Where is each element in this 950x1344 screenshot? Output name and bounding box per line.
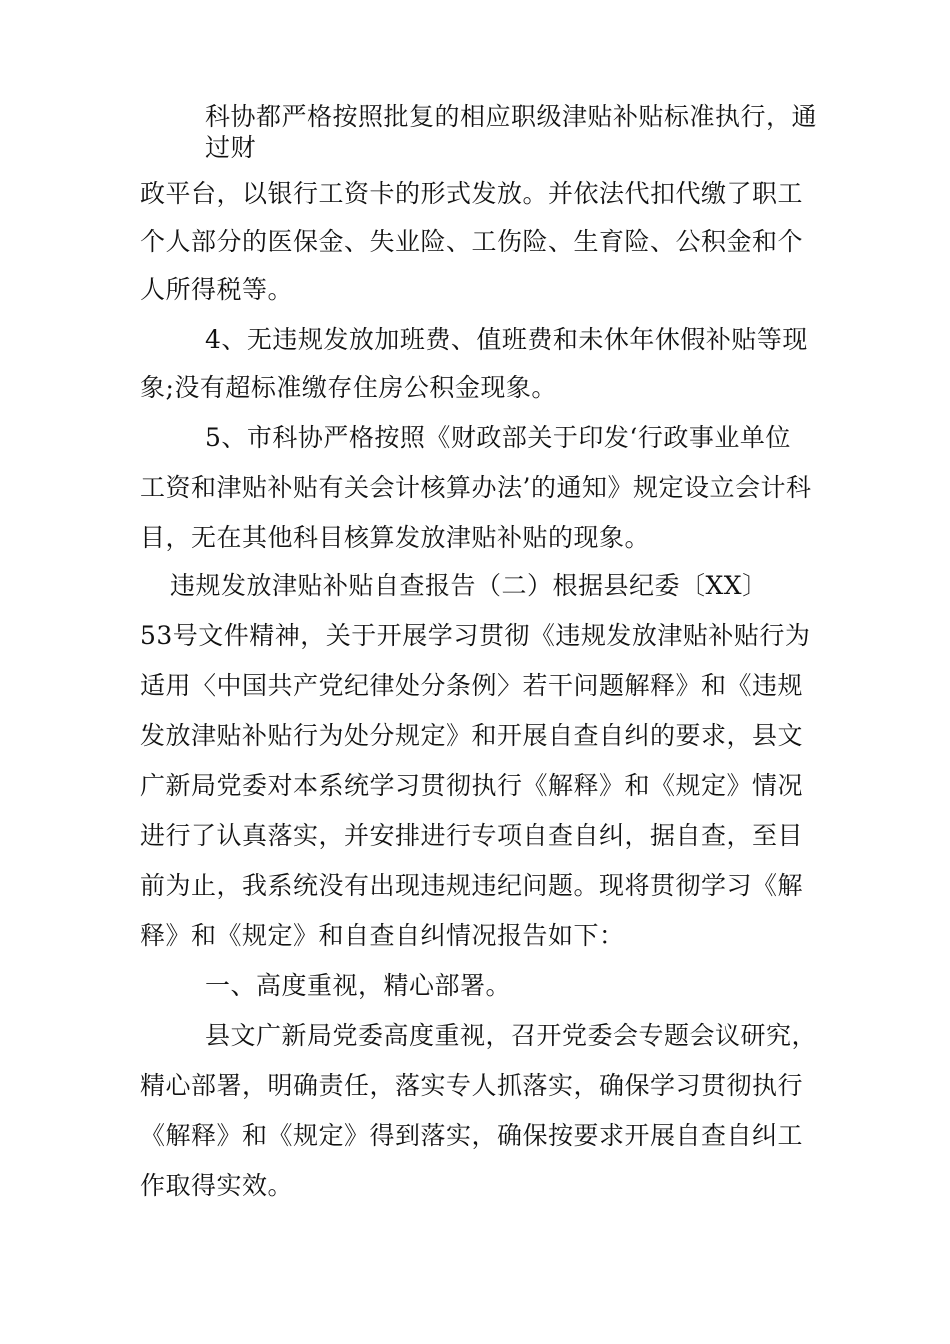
- subheading-line: 一、高度重视，精心部署。: [205, 971, 512, 1000]
- text-line: 人所得税等。: [140, 275, 294, 304]
- text-line: 前为止，我系统没有出现违规违纪问题。现将贯彻学习《解: [140, 871, 804, 900]
- text-line: 4、无违规发放加班费、值班费和未休年休假补贴等现: [205, 325, 808, 354]
- text-line: 5、市科协严格按照《财政部关于印发‘行政事业单位: [205, 423, 791, 452]
- text-line: 科协都严格按照批复的相应职级津贴补贴标准执行，通: [205, 102, 818, 131]
- text-line: 广新局党委对本系统学习贯彻执行《解释》和《规定》情况: [140, 771, 804, 800]
- text-line: 象;没有超标准缴存住房公积金现象。: [140, 373, 557, 402]
- text-line: 作取得实效。: [140, 1171, 294, 1200]
- text-line: 53号文件精神，关于开展学习贯彻《违规发放津贴补贴行为: [140, 621, 811, 650]
- text-line: 目，无在其他科目核算发放津贴补贴的现象。: [140, 523, 651, 552]
- text-line: 工资和津贴补贴有关会计核算办法’的通知》规定设立会计科: [140, 473, 812, 502]
- text-line: 政平台，以银行工资卡的形式发放。并依法代扣代缴了职工: [140, 179, 804, 208]
- text-line: 适用〈中国共产党纪律处分条例〉若干问题解释》和《违规: [140, 671, 804, 700]
- text-line: 精心部署，明确责任，落实专人抓落实，确保学习贯彻执行: [140, 1071, 804, 1100]
- text-line: 个人部分的医保金、失业险、工伤险、生育险、公积金和个: [140, 227, 804, 256]
- section-heading-line: 违规发放津贴补贴自查报告（二）根据县纪委〔XX〕: [170, 571, 768, 600]
- text-line: 《解释》和《规定》得到落实，确保按要求开展自查自纠工: [140, 1121, 804, 1150]
- text-line: 过财: [205, 133, 257, 162]
- text-line: 释》和《规定》和自查自纠情况报告如下：: [140, 921, 625, 950]
- text-line: 进行了认真落实，并安排进行专项自查自纠，据自查，至目: [140, 821, 804, 850]
- text-line: 发放津贴补贴行为处分规定》和开展自查自纠的要求，县文: [140, 721, 804, 750]
- text-line: 县文广新局党委高度重视，召开党委会专题会议研究，: [205, 1021, 818, 1050]
